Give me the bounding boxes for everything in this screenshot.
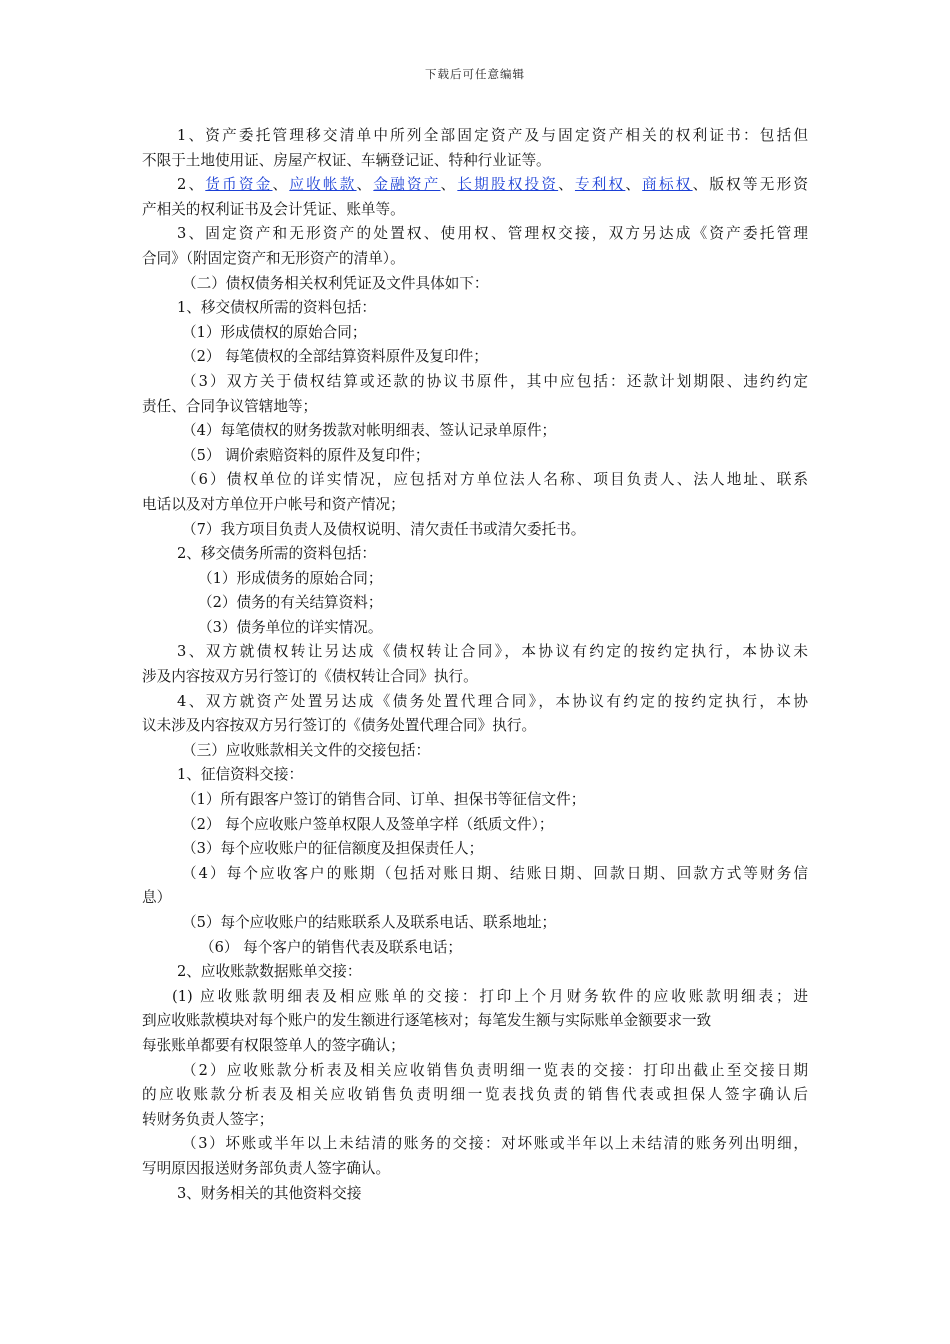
text-segment: (1) 应收账款明细表及相应账单的交接：打印上个月财务软件的应收账款明细表；进 — [172, 987, 808, 1005]
text-line — [142, 321, 808, 346]
text-segment: （二）债权债务相关权利凭证及文件具体如下： — [182, 274, 489, 292]
text-line — [142, 591, 808, 616]
text-segment: 2、 — [177, 176, 206, 194]
text-segment: 产相关的权利证书及会计凭证、账单等。 — [142, 200, 405, 218]
text-line — [142, 1009, 808, 1034]
text-line — [142, 493, 808, 518]
text-line — [142, 763, 808, 788]
text-segment: 、 — [356, 176, 374, 194]
text-line — [142, 124, 808, 149]
text-segment: （3）债务单位的详实情况。 — [198, 618, 383, 636]
text-line — [142, 468, 808, 493]
text-link[interactable]: 商标权 — [642, 176, 693, 194]
text-line — [142, 1132, 808, 1157]
text-segment: 2、移交债务所需的资料包括： — [177, 545, 377, 563]
text-line — [142, 788, 808, 813]
text-line — [142, 222, 808, 247]
text-link[interactable]: 应收帐款 — [289, 176, 357, 194]
text-segment: 3、财务相关的其他资料交接 — [177, 1184, 362, 1202]
text-segment: 电话以及对方单位开户帐号和资产情况； — [142, 495, 405, 513]
text-segment: （2） 每笔债权的全部结算资料原件及复印件； — [182, 348, 488, 366]
text-segment: （2）应收账款分析表及相关应收销售负责明细一览表的交接：打印出截止至交接日期 — [182, 1061, 808, 1079]
text-line — [142, 813, 808, 838]
text-line — [142, 690, 808, 715]
text-segment: 到应收账款模块对每个账户的发生额进行逐笔核对；每笔发生额与实际账单金额要求一致 — [142, 1012, 712, 1030]
text-line — [142, 1157, 808, 1182]
text-segment: 议未涉及内容按双方另行签订的《债务处置代理合同》执行。 — [142, 717, 537, 735]
text-segment: 2、应收账款数据账单交接： — [177, 963, 362, 981]
text-line — [142, 739, 808, 764]
text-line — [142, 198, 808, 223]
text-segment: 1、移交债权所需的资料包括： — [177, 299, 377, 317]
text-line — [142, 616, 808, 641]
text-segment: （6） 每个客户的销售代表及联系电话； — [200, 938, 463, 956]
text-segment: 合同》（附固定资产和无形资产的清单）。 — [142, 249, 405, 267]
text-line — [142, 1034, 808, 1059]
text-line — [142, 419, 808, 444]
text-segment: （6）债权单位的详实情况，应包括对方单位法人名称、项目负责人、法人地址、联系 — [182, 471, 808, 489]
text-segment: （5）每个应收账户的结账联系人及联系电话、联系地址； — [182, 914, 557, 931]
text-line — [142, 1182, 808, 1207]
document-body — [142, 124, 808, 1206]
text-line — [142, 567, 808, 592]
text-segment: （2）债务的有关结算资料； — [198, 594, 383, 612]
text-segment: 3、固定资产和无形资产的处置权、使用权、管理权交接，双方另达成《资产委托管理 — [177, 225, 808, 243]
text-line — [142, 640, 808, 665]
text-link[interactable]: 货币资金 — [205, 176, 273, 194]
text-segment: 、 — [440, 176, 458, 194]
text-link[interactable]: 长期股权投资 — [457, 176, 559, 194]
text-link[interactable]: 专利权 — [574, 176, 626, 194]
text-segment: 转财务负责人签字； — [142, 1110, 274, 1128]
text-line — [142, 1083, 808, 1108]
text-segment: （2） 每个应收账户签单权限人及签单字样（纸质文件）； — [182, 815, 554, 833]
text-segment: 、版权等无形资 — [692, 176, 808, 194]
text-segment: 涉及内容按双方另行签订的《债权转让合同》执行。 — [142, 668, 478, 686]
text-segment: 、 — [272, 176, 290, 194]
text-segment: 1、资产委托管理移交清单中所列全部固定资产及与固定资产相关的权利证书：包括但 — [177, 127, 808, 144]
text-link[interactable]: 金融资产 — [373, 176, 441, 194]
text-line — [142, 444, 808, 469]
text-segment: （1）形成债权的原始合同； — [182, 323, 367, 341]
text-line — [142, 960, 808, 985]
text-line — [142, 886, 808, 911]
text-segment: （7）我方项目负责人及债权说明、清欠责任书或清欠委托书。 — [182, 520, 586, 538]
text-line — [142, 714, 808, 739]
text-line — [142, 518, 808, 543]
text-segment: （3）每个应收账户的征信额度及担保责任人； — [182, 840, 484, 858]
text-segment: （4）每个应收客户的账期（包括对账日期、结账日期、回款日期、回款方式等财务信 — [182, 864, 808, 882]
text-segment: 、 — [558, 176, 575, 194]
text-line — [142, 272, 808, 297]
text-segment: 、 — [625, 176, 643, 194]
text-line — [142, 542, 808, 567]
text-line — [142, 149, 808, 174]
text-segment: （5） 调价索赔资料的原件及复印件； — [182, 446, 430, 464]
text-line — [142, 1059, 808, 1084]
text-line — [142, 370, 808, 395]
text-segment: 写明原因报送财务部负责人签字确认。 — [142, 1159, 391, 1177]
text-segment: （4）每笔债权的财务拨款对帐明细表、签认记录单原件； — [182, 422, 557, 440]
text-segment: 的应收账款分析表及相关应收销售负责明细一览表找负责的销售代表或担保人签字确认后 — [142, 1086, 808, 1104]
text-line — [142, 345, 808, 370]
text-line — [142, 837, 808, 862]
text-segment: 不限于土地使用证、房屋产权证、车辆登记证、特种行业证等。 — [142, 151, 551, 169]
text-line — [142, 665, 808, 690]
text-line — [142, 862, 808, 887]
text-segment: 3、双方就债权转让另达成《债权转让合同》，本协议有约定的按约定执行，本协议未 — [177, 643, 808, 661]
text-segment: 责任、合同争议管辖地等； — [142, 397, 318, 415]
text-line — [142, 296, 808, 321]
text-segment: （1）形成债务的原始合同； — [198, 569, 383, 587]
text-segment: （3）坏账或半年以上未结清的账务的交接：对坏账或半年以上未结清的账务列出明细， — [182, 1135, 808, 1153]
text-segment: 每张账单都要有权限签单人的签字确认； — [142, 1036, 405, 1054]
text-segment: 息） — [142, 889, 172, 907]
text-segment: 4、双方就资产处置另达成《债务处置代理合同》，本协议有约定的按约定执行，本协 — [177, 692, 808, 710]
text-line — [142, 173, 808, 198]
text-line — [142, 395, 808, 420]
text-line — [142, 247, 808, 272]
text-segment: （1）所有跟客户签订的销售合同、订单、担保书等征信文件； — [182, 791, 586, 809]
page-header: 下载后可任意编辑 — [425, 67, 525, 81]
text-segment: （三）应收账款相关文件的交接包括： — [182, 741, 431, 759]
text-segment: 1、征信资料交接： — [177, 766, 304, 784]
text-line — [142, 936, 808, 961]
text-line — [142, 1108, 808, 1133]
text-line — [142, 911, 808, 936]
text-segment: （3）双方关于债权结算或还款的协议书原件，其中应包括：还款计划期限、违约约定 — [182, 372, 808, 390]
text-line — [142, 985, 808, 1010]
